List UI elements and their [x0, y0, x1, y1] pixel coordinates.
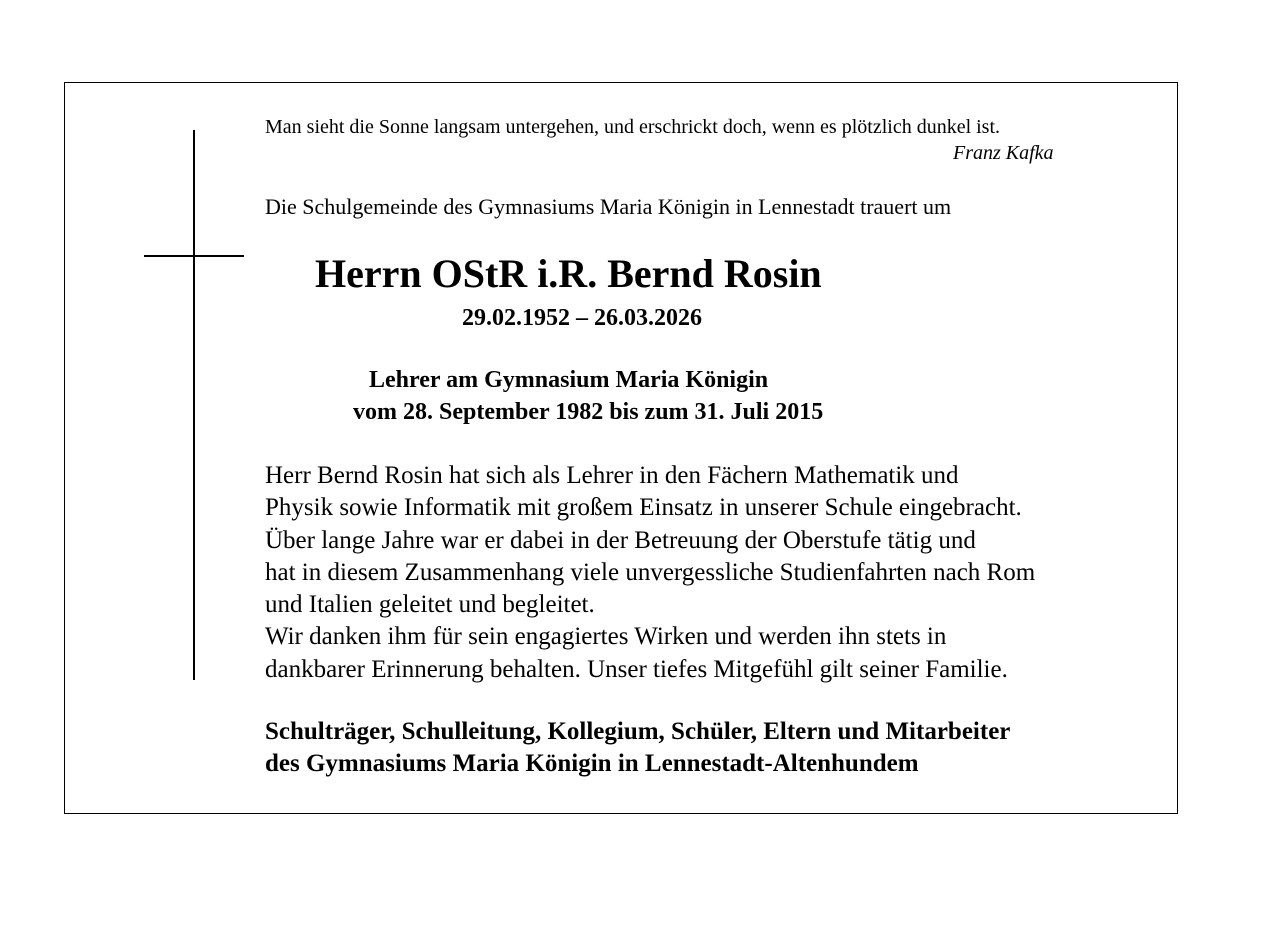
tribute-line: dankbarer Erinnerung behalten. Unser tiefes Mitgefühl gilt seiner Familie.	[265, 655, 1008, 683]
role-period: vom 28. September 1982 bis zum 31. Juli 2015	[353, 399, 824, 425]
tribute-line: hat in diesem Zusammenhang viele unvergessliche Studienfahrten nach Rom	[265, 558, 1036, 586]
tribute-line: Herr Bernd Rosin hat sich als Lehrer in den Fächern Mathematik und	[265, 462, 959, 489]
deceased-name: Herrn OStR i.R. Bernd Rosin	[315, 251, 822, 296]
signature-block	[265, 716, 1010, 780]
quote-author: Franz Kafka	[953, 142, 1054, 164]
tribute-paragraph	[265, 460, 1035, 686]
cross-horizontal-bar	[144, 255, 244, 257]
tribute-line: Physik sowie Informatik mit großem Einsatz in unserer Schule eingebracht.	[265, 494, 1022, 522]
signature-line: des Gymnasiums Maria Königin in Lennestadt-Altenhundem	[265, 750, 919, 777]
kafka-quote: Man sieht die Sonne langsam untergehen, und erschrickt doch, wenn es plötzlich dunkel ist.	[265, 116, 1001, 138]
role-title: Lehrer am Gymnasium Maria Königin	[369, 367, 769, 393]
intro-text: Die Schulgemeinde des Gymnasiums Maria Königin in Lennestadt trauert um	[265, 194, 952, 219]
obituary-frame	[64, 82, 1178, 814]
life-dates: 29.02.1952 – 26.03.2026	[462, 305, 702, 331]
cross-vertical-bar	[193, 130, 195, 680]
tribute-line: und Italien geleitet und begleitet.	[265, 591, 595, 619]
tribute-line: Wir danken ihm für sein engagiertes Wirken und werden ihn stets in	[265, 623, 947, 651]
tribute-line: Über lange Jahre war er dabei in der Betreuung der Oberstufe tätig und	[265, 526, 976, 554]
signature-line: Schulträger, Schulleitung, Kollegium, Schüler, Eltern und Mitarbeiter	[265, 718, 1011, 745]
